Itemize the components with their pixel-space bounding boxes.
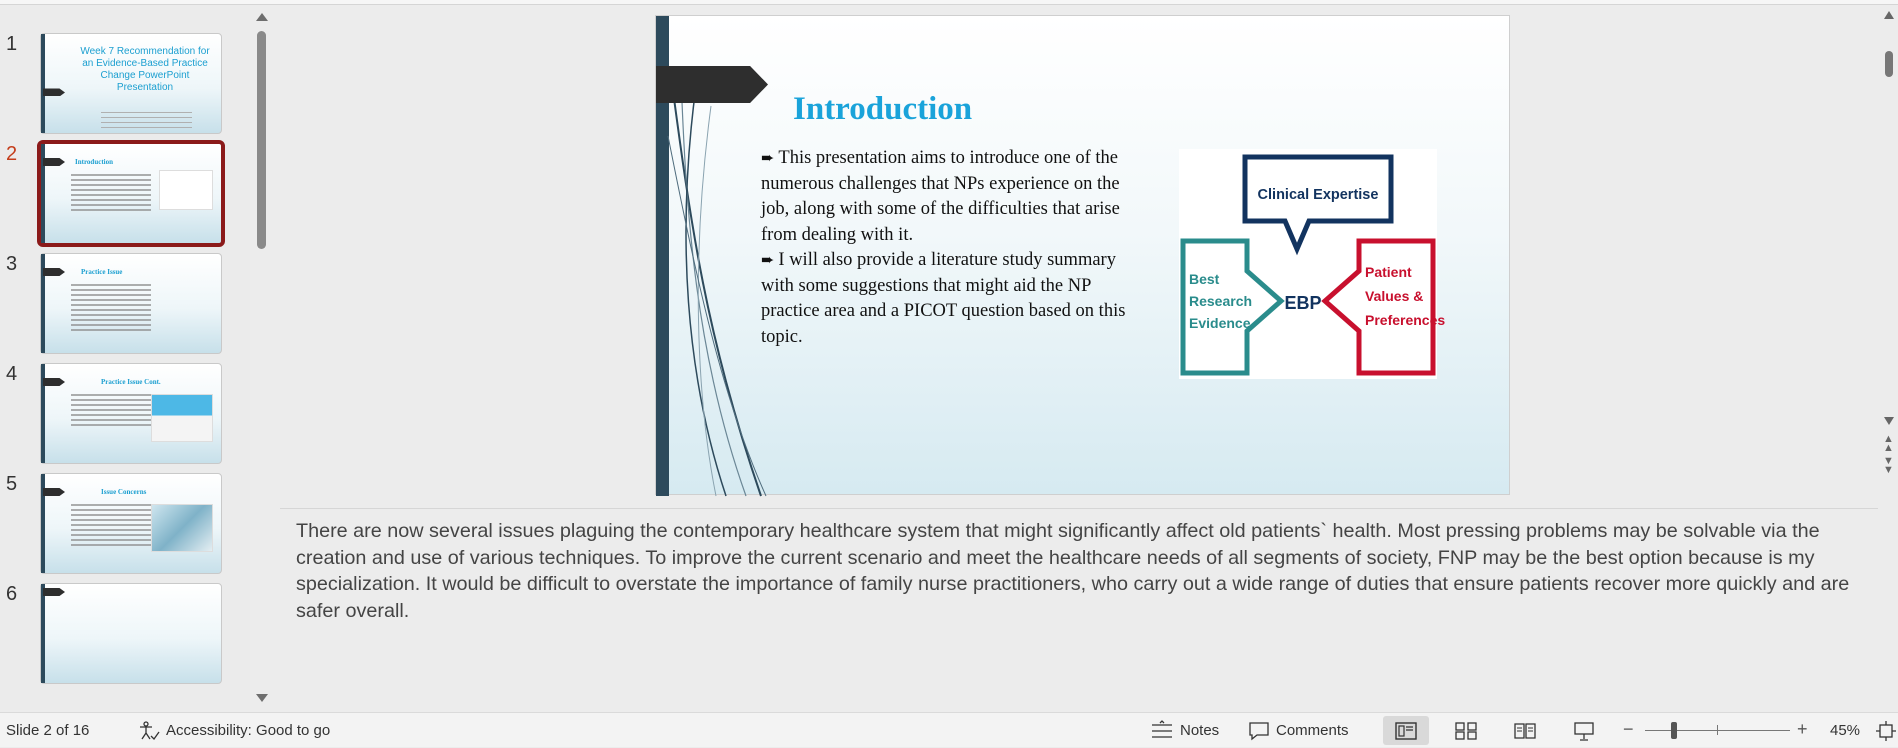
accessibility-status[interactable]: Accessibility: Good to go	[138, 713, 330, 748]
comment-icon	[1248, 721, 1270, 741]
slide-number: 6	[6, 583, 18, 605]
slide-editor[interactable]	[280, 5, 1880, 505]
slide-number: 1	[6, 33, 18, 55]
thumbnail-preview	[37, 140, 225, 247]
fit-to-window-button[interactable]	[1876, 713, 1896, 748]
thumbnail-preview	[40, 583, 222, 684]
thumbnail-preview	[40, 33, 222, 134]
arrow-bullet-icon: ➨	[761, 252, 775, 269]
ebp-center-label: EBP	[1284, 293, 1322, 313]
slide-sorter-button[interactable]	[1443, 716, 1489, 745]
slide-flag-shape	[656, 66, 768, 103]
zoom-in-button[interactable]: +	[1797, 719, 1808, 739]
status-bar	[0, 712, 1898, 747]
slide-thumbnail-6[interactable]	[0, 583, 240, 693]
thumb-accent-bar	[41, 34, 45, 133]
zoom-out-button[interactable]: −	[1623, 719, 1634, 739]
thumb-flag-shape	[43, 588, 65, 596]
ebp-right-label-2: Values &	[1365, 288, 1424, 304]
thumbnail-title: Practice Issue	[81, 268, 123, 276]
thumb-text-lines	[71, 504, 151, 549]
slide-thumbnail-3[interactable]	[0, 253, 240, 363]
thumb-flag-shape	[43, 158, 65, 166]
scrollbar-thumb[interactable]	[1885, 51, 1893, 77]
slide-number: 4	[6, 363, 18, 385]
current-slide[interactable]	[655, 15, 1510, 495]
slide-number: 2	[6, 143, 18, 165]
slide-title[interactable]: Introduction	[793, 91, 973, 127]
scroll-up-arrow-icon[interactable]	[256, 13, 268, 21]
normal-view-button[interactable]	[1383, 716, 1429, 745]
ebp-left-label-1: Best	[1189, 271, 1220, 287]
scroll-up-arrow-icon[interactable]	[1884, 11, 1894, 19]
speaker-notes-pane[interactable]	[280, 508, 1878, 710]
scroll-down-arrow-icon[interactable]	[1884, 417, 1894, 425]
zoom-slider-midpoint	[1717, 725, 1718, 735]
scroll-down-arrow-icon[interactable]	[256, 694, 268, 702]
ebp-right-label-3: Preferences	[1365, 312, 1446, 328]
slide-show-icon	[1573, 721, 1595, 741]
thumb-image	[151, 504, 213, 552]
thumbnail-preview	[40, 363, 222, 464]
notes-icon	[1150, 721, 1174, 741]
thumb-flag-shape	[43, 88, 65, 96]
slide-counter[interactable]: Slide 2 of 16	[6, 722, 90, 739]
thumbnail-title: Week 7 Recommendation for an Evidence-Based Practice Change PowerPoint Presentation	[80, 46, 210, 93]
editor-scrollbar[interactable]	[1880, 5, 1898, 505]
thumb-text-lines	[71, 284, 151, 334]
ebp-left-label-2: Research	[1189, 293, 1253, 309]
thumb-diagram	[159, 170, 213, 210]
slide-sorter-icon	[1455, 722, 1477, 740]
reading-view-button[interactable]	[1502, 716, 1548, 745]
slide-thumbnail-2[interactable]	[0, 143, 240, 253]
thumbnail-preview	[40, 473, 222, 574]
thumbnail-title: Practice Issue Cont.	[101, 378, 161, 386]
normal-view-icon	[1395, 722, 1417, 740]
slide-number: 3	[6, 253, 18, 275]
slide-body-text[interactable]	[761, 146, 1141, 350]
thumbnail-preview	[40, 253, 222, 354]
thumb-image	[151, 394, 213, 442]
bullet-paragraph-2: ➨ I will also provide a literature study summary with some suggestions that might aid the NP practice area and a PICOT question based on this topic.	[761, 250, 1126, 347]
ebp-left-label-3: Evidence	[1189, 315, 1251, 331]
thumb-text-lines	[71, 394, 151, 429]
thumb-subtitle-lines	[81, 112, 211, 132]
ebp-top-label: Clinical Expertise	[1257, 187, 1379, 203]
thumbnail-title: Issue Concerns	[101, 488, 147, 496]
thumbnails-scrollbar[interactable]	[252, 5, 272, 710]
thumb-accent-bar	[41, 584, 45, 683]
slide-thumbnail-4[interactable]	[0, 363, 240, 473]
speaker-notes-text[interactable]: There are now several issues plaguing the contemporary healthcare system that might significantly affect old patients` health. Most pressing problems may be solvable via the creation and use of various techniques. To improve the current scenario and meet the healthcare needs of all segments of society, FNP may be the best option because is my specialization. It would be difficult to overstate the importance of family nurse practitioners, who carry out a wide range of duties that ensure patients recover more quickly and are safer overall.	[296, 520, 1850, 622]
reading-view-icon	[1514, 722, 1536, 740]
slide-number: 5	[6, 473, 18, 495]
thumb-text-lines	[71, 174, 151, 214]
notes-button[interactable]: Notes	[1150, 713, 1219, 748]
thumb-flag-shape	[43, 268, 65, 276]
ebp-diagram-image[interactable]	[1179, 149, 1446, 379]
zoom-slider-handle[interactable]	[1671, 722, 1677, 739]
fit-slide-icon	[1876, 721, 1896, 741]
slide-thumbnails-pane[interactable]	[0, 5, 250, 710]
comments-button[interactable]: Comments	[1248, 713, 1349, 748]
slide-thumbnail-5[interactable]	[0, 473, 240, 583]
arrow-bullet-icon: ➨	[761, 150, 775, 167]
thumbnail-title: Introduction	[75, 158, 113, 166]
thumb-diagram	[151, 284, 213, 332]
thumb-flag-shape	[43, 488, 65, 496]
slide-thumbnail-1[interactable]	[0, 33, 240, 143]
slide-show-button[interactable]	[1561, 716, 1607, 745]
scrollbar-thumb[interactable]	[257, 31, 266, 249]
decorative-curves	[666, 76, 776, 496]
ebp-right-label-1: Patient	[1365, 264, 1412, 280]
bullet-paragraph-1: ➨ This presentation aims to introduce one of the numerous challenges that NPs experience on the job, along with some of the difficulties that arise from dealing with it.	[761, 148, 1120, 245]
next-slide-icon[interactable]: ▼ ▼	[1883, 455, 1894, 476]
previous-slide-icon[interactable]: ▲ ▲	[1883, 433, 1894, 454]
accessibility-icon	[138, 721, 160, 741]
zoom-level[interactable]: 45%	[1830, 722, 1861, 739]
thumb-flag-shape	[43, 378, 65, 386]
